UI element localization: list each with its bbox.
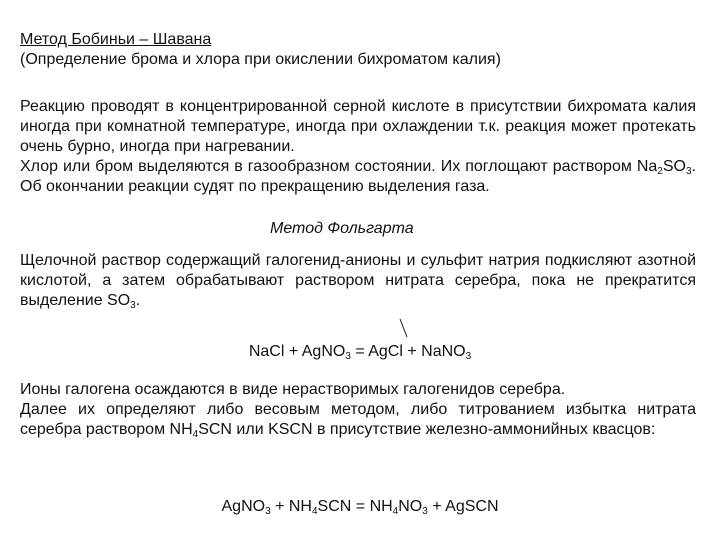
subscript: 3 <box>465 351 472 362</box>
bobigny-text-b: SO <box>662 158 686 175</box>
page-subtitle: (Определение брома и хлора при окислении бихроматом калия) <box>20 51 501 68</box>
equation-precipitation <box>0 342 720 362</box>
subscript: 3 <box>685 166 692 177</box>
equation-part: + AgSCN <box>427 498 499 515</box>
bobigny-paragraph-2 <box>20 157 696 197</box>
volhard-method-title: Метод Фольгарта <box>270 220 414 237</box>
subscript: 3 <box>130 300 136 311</box>
subscript: 3 <box>345 351 351 362</box>
page-title: Метод Бобиньи – Шавана <box>20 31 212 48</box>
subscript: 4 <box>311 506 318 517</box>
halides-paragraph-1: Ионы галогена осаждаются в виде нерастворимых галогенидов серебра. <box>20 381 566 398</box>
subscript: 2 <box>657 166 663 177</box>
subscript: 3 <box>265 506 271 517</box>
bobigny-text-c: . Об окончании реакции судят по прекращению выделения газа. <box>20 158 696 195</box>
subscript: 4 <box>392 506 399 517</box>
halides-text-b: SCN или KSCN в присутствие железно-аммонийных квасцов: <box>198 421 656 438</box>
equation-titration <box>0 497 720 517</box>
equation-part: SCN = NH <box>317 498 393 515</box>
bobigny-paragraph-1: Реакцию проводят в концентрированной серной кислоте в присутствии бихромата калия иногда при комнатной температуре, иногда при охлаждении т.к. реакция может протекать очень бурно, иногда при нагревании. <box>20 98 696 155</box>
equation-part: AgNO <box>221 498 266 515</box>
halides-description <box>20 380 696 440</box>
equation-part: + NH <box>270 498 312 515</box>
volhard-text-b: . <box>135 292 141 309</box>
subscript: 4 <box>192 429 199 440</box>
equation-part: = AgCl + NaNO <box>350 343 466 360</box>
equation-part: NO <box>398 498 423 515</box>
volhard-paragraph <box>20 251 696 311</box>
volhard-text-a: Щелочной раствор содержащий галогенид-анионы и сульфит натрия подкисляют азотной кислотой, а затем обрабатывают раствором нитрата серебра, пока не прекратится выделение SO <box>20 252 696 309</box>
equation-part: NaCl + AgNO <box>248 343 346 360</box>
subscript: 3 <box>422 506 428 517</box>
bobigny-description <box>20 97 696 197</box>
bobigny-text-a: Хлор или бром выделяются в газообразном состоянии. Их поглощают раствором Na <box>20 158 658 175</box>
volhard-description <box>20 251 696 311</box>
down-arrow-icon <box>398 318 410 340</box>
halides-text-a: Далее их определяют либо весовым методом, либо титрованием избытка нитрата серебра раствором NH <box>20 401 696 438</box>
halides-paragraph-2 <box>20 400 696 440</box>
